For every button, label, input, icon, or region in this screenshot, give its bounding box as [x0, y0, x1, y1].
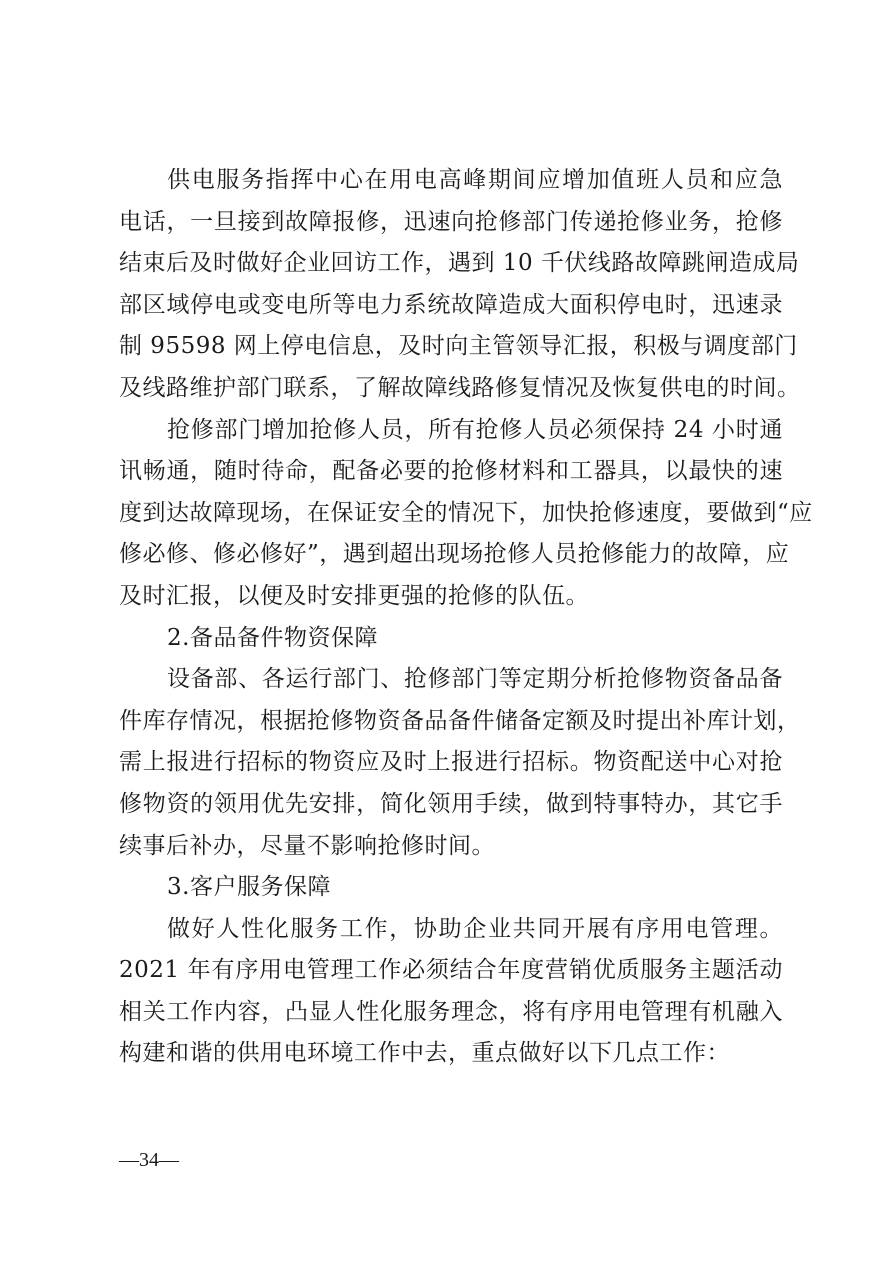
section-heading-spare-parts: 2.备品备件物资保障 — [167, 624, 378, 651]
text-line: 需上报进行招标的物资应及时上报进行招标。物资配送中心对抢 — [119, 749, 783, 776]
text-line: 修物资的领用优先安排，简化领用手续，做到特事特办，其它手 — [119, 790, 783, 817]
text-line: 制 95598 网上停电信息，及时向主管领导汇报，积极与调度部门 — [119, 333, 798, 360]
text-line: 及线路维护部门联系，了解故障线路修复情况及恢复供电的时间。 — [119, 374, 801, 401]
text-line: 件库存情况，根据抢修物资备品备件储备定额及时提出补库计划， — [119, 707, 801, 734]
text-line: 抢修部门增加抢修人员，所有抢修人员必须保持 24 小时通 — [167, 416, 783, 443]
text-line: 设备部、各运行部门、抢修部门等定期分析抢修物资备品备 — [167, 666, 783, 693]
text-line: 做好人性化服务工作，协助企业共同开展有序用电管理。 — [167, 915, 783, 942]
text-line: 2021 年有序用电管理工作必须结合年度营销优质服务主题活动 — [119, 957, 783, 984]
page-number: —34— — [119, 1149, 179, 1171]
text-line: 修必修、修必修好”，遇到超出现场抢修人员抢修能力的故障，应 — [119, 541, 790, 568]
text-line: 讯畅通，随时待命，配备必要的抢修材料和工器具，以最快的速 — [119, 458, 783, 485]
paragraph-customer-service — [119, 909, 783, 1075]
paragraph-repair-department — [119, 410, 813, 618]
text-line: 部区域停电或变电所等电力系统故障造成大面积停电时，迅速录 — [119, 291, 783, 318]
text-line: 相关工作内容，凸显人性化服务理念，将有序用电管理有机融入 — [119, 998, 783, 1025]
text-line: 度到达故障现场，在保证安全的情况下，加快抢修速度，要做到“应 — [119, 499, 813, 526]
text-line: 电话，一旦接到故障报修，迅速向抢修部门传递抢修业务，抢修 — [119, 208, 783, 235]
document-body — [119, 160, 813, 1075]
text-line: 结束后及时做好企业回访工作，遇到 10 千伏线路故障跳闸造成局 — [119, 250, 800, 277]
text-line: 构建和谐的供用电环境工作中去，重点做好以下几点工作： — [119, 1040, 730, 1067]
text-line: 续事后补办，尽量不影响抢修时间。 — [119, 832, 495, 859]
section-heading-customer-service: 3.客户服务保障 — [167, 874, 331, 901]
paragraph-dispatch-center — [119, 160, 801, 410]
text-line: 及时汇报，以便及时安排更强的抢修的队伍。 — [119, 582, 589, 609]
text-line: 供电服务指挥中心在用电高峰期间应增加值班人员和应急 — [167, 167, 783, 193]
paragraph-spare-parts — [119, 659, 801, 867]
